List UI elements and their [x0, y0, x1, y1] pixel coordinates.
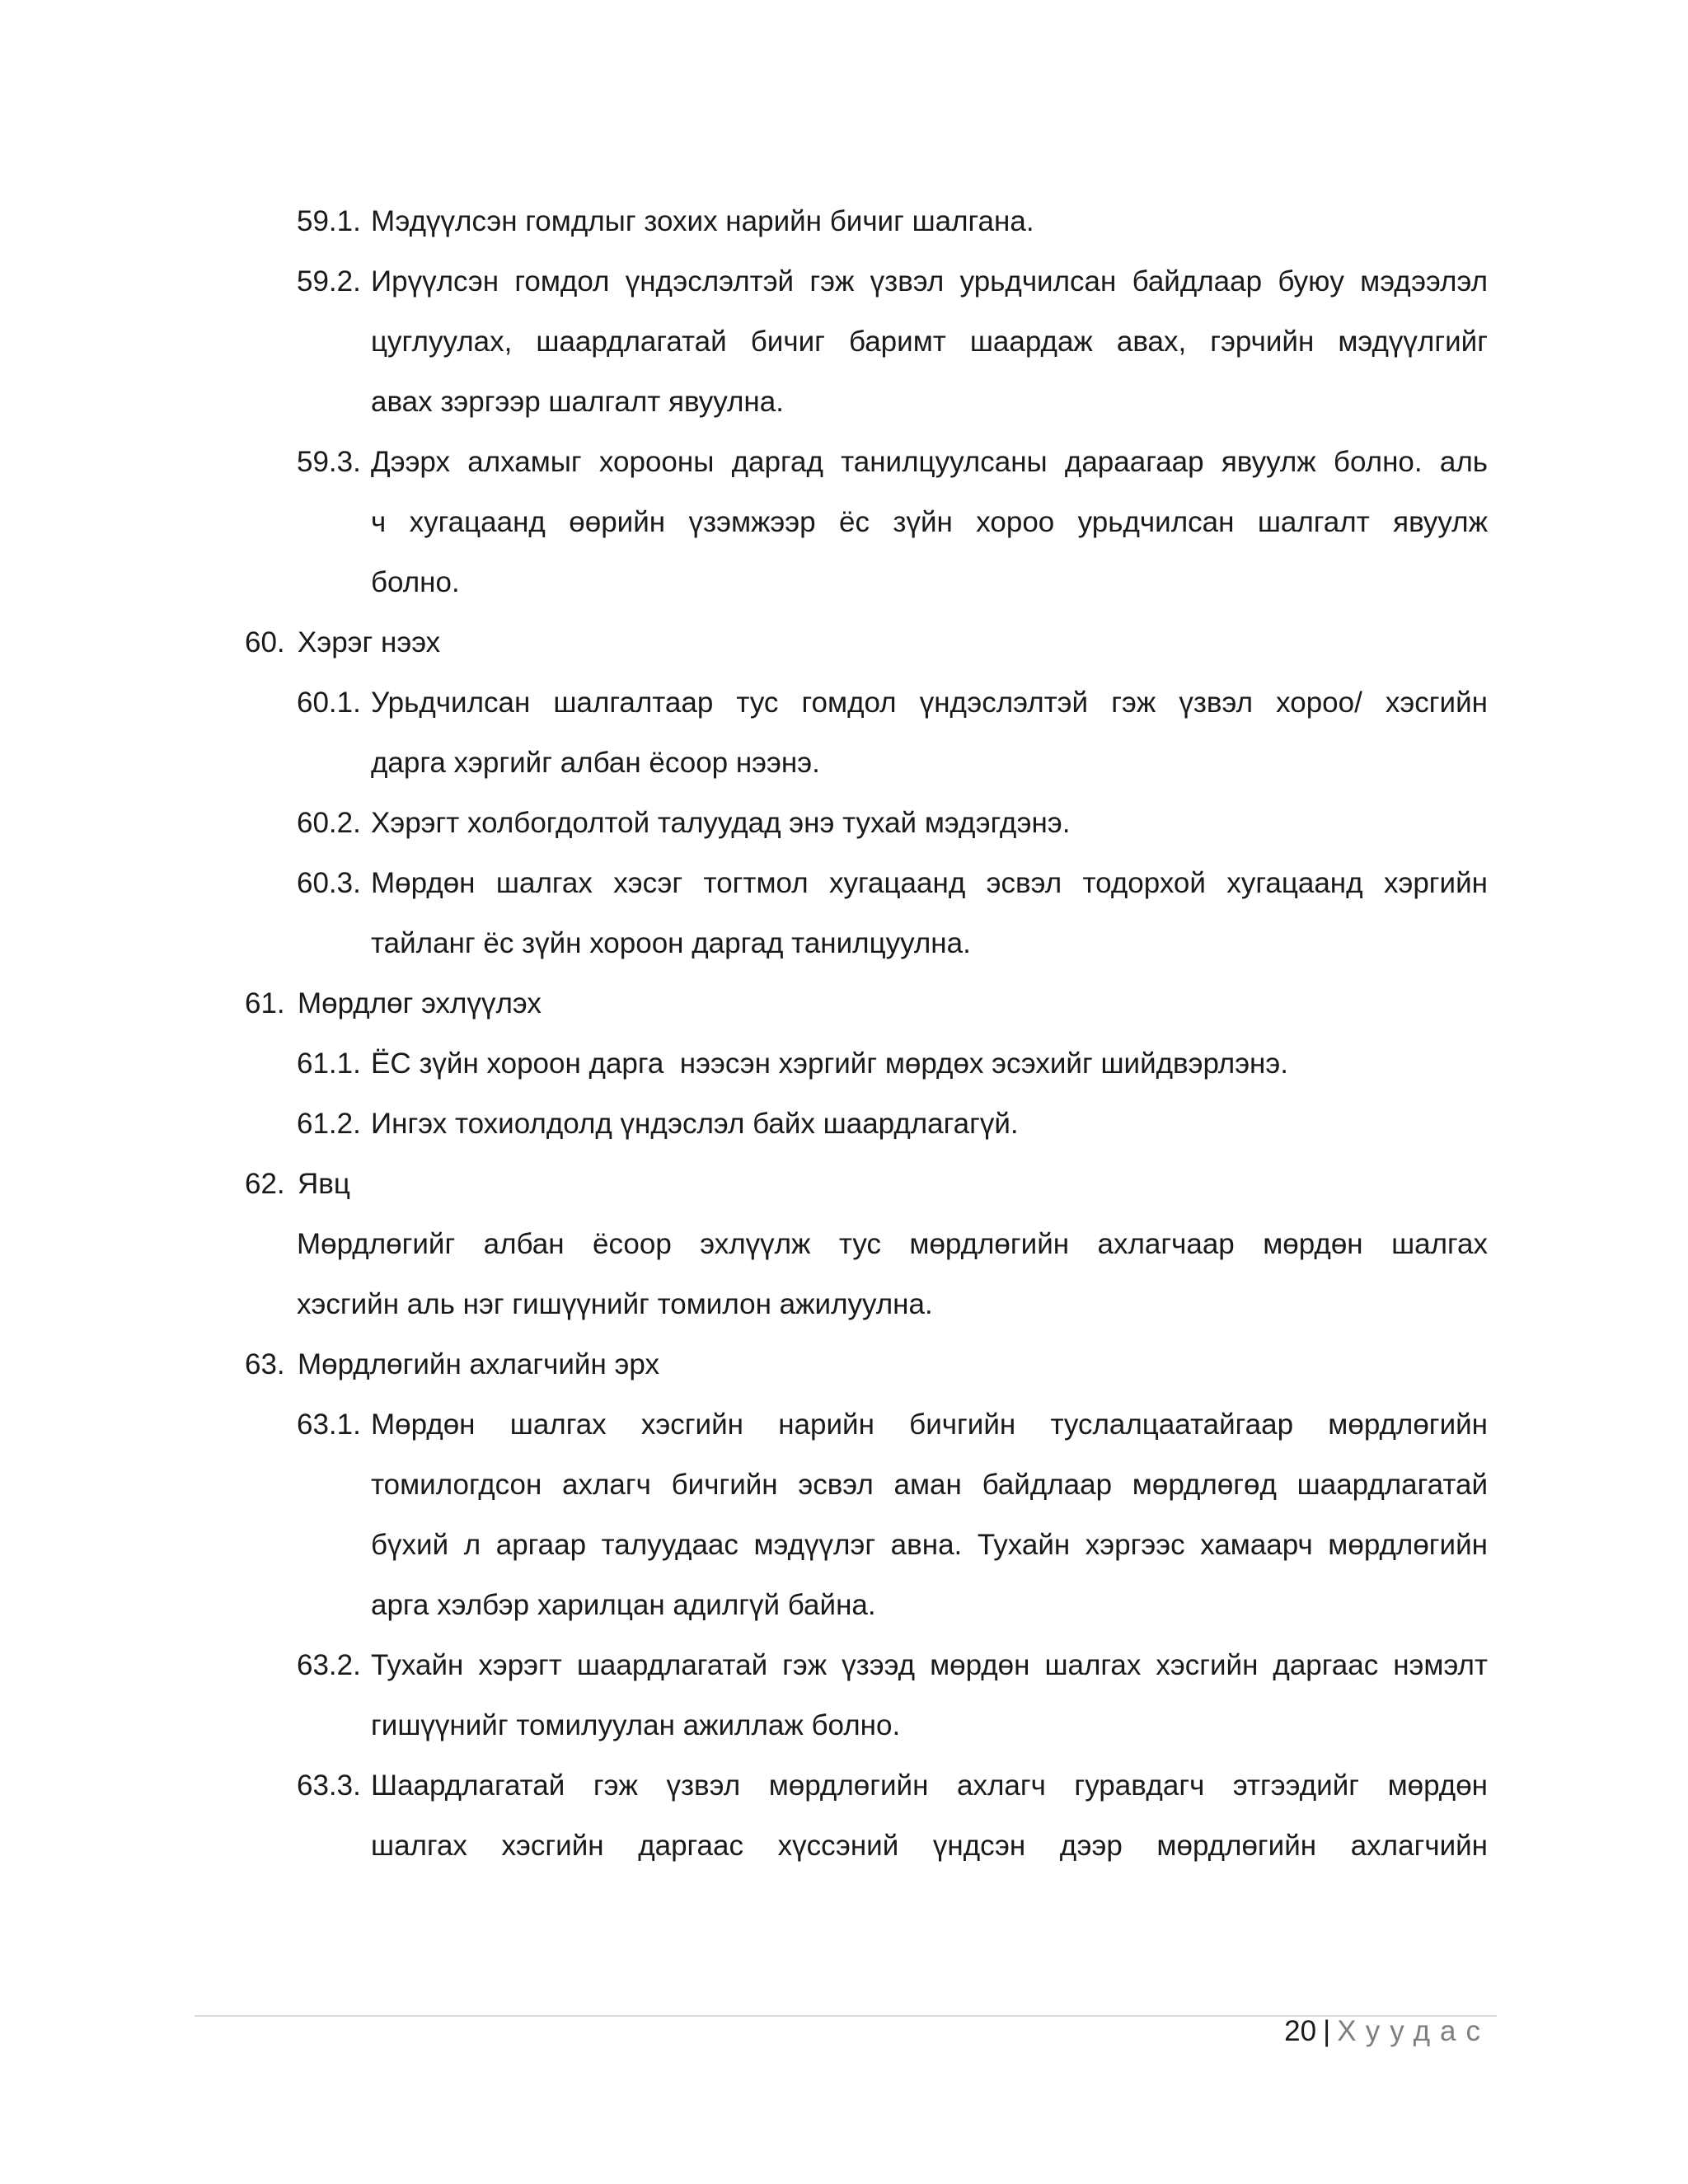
- paragraph-text: хэсгийн аль нэг гишүүнийг томилон ажилуулна.: [297, 1288, 933, 1320]
- clause-63-2: [245, 1635, 1488, 1695]
- clause-number: 61.1.: [297, 1047, 361, 1080]
- section-heading-62: [245, 1154, 1488, 1214]
- page-number: 20: [1284, 2015, 1317, 2047]
- clause-text: гишүүнийг томилуулан ажиллаж болно.: [371, 1709, 901, 1741]
- clause-60-3-cont: [245, 913, 1488, 973]
- clause-text: томилогдсон ахлагч бичгийн эсвэл аман байдлаар мөрдлөгөд шаардлагатай: [371, 1469, 1488, 1501]
- clause-63-1-cont: [245, 1575, 1488, 1635]
- clause-59-3-cont: [245, 552, 1488, 612]
- clause-text: Мөрдөн шалгах хэсэг тогтмол хугацаанд эсвэл тодорхой хугацаанд хэргийн: [371, 867, 1488, 899]
- clause-60-1-cont: [245, 733, 1488, 793]
- clause-number: 63.1.: [297, 1408, 361, 1441]
- clause-61-1: [245, 1033, 1488, 1094]
- clause-60-1: [245, 673, 1488, 733]
- clause-63-1-cont: [245, 1455, 1488, 1515]
- clause-text: дарга хэргийг албан ёсоор нээнэ.: [371, 747, 820, 779]
- paragraph-62-cont: [245, 1274, 1488, 1334]
- clause-number: 59.1.: [297, 205, 361, 237]
- section-heading-60: [245, 612, 1488, 673]
- section-heading-61: [245, 973, 1488, 1033]
- clause-text: Урьдчилсан шалгалтаар тус гомдол үндэслэлтэй гэж үзвэл хороо/ хэсгийн: [371, 687, 1488, 719]
- footer-separator: |: [1323, 2015, 1331, 2047]
- clause-text: болно.: [371, 566, 460, 598]
- clause-text: Ирүүлсэн гомдол үндэслэлтэй гэж үзвэл урьдчилсан байдлаар буюу мэдээлэл: [371, 265, 1488, 298]
- section-title: Мөрдлөг эхлүүлэх: [298, 987, 542, 1019]
- clause-text: Ингэх тохиолдолд үндэслэл байх шаардлагагүй.: [371, 1108, 1019, 1140]
- clause-text: Тухайн хэрэгт шаардлагатай гэж үзээд мөрдөн шалгах хэсгийн даргаас нэмэлт: [371, 1649, 1488, 1681]
- clause-59-3-cont: [245, 492, 1488, 552]
- clause-text: арга хэлбэр харилцан адилгүй байна.: [371, 1589, 876, 1621]
- clause-59-2-cont: [245, 312, 1488, 372]
- clause-63-1: [245, 1394, 1488, 1455]
- clause-59-3: [245, 432, 1488, 492]
- paragraph-text: Мөрдлөгийг албан ёсоор эхлүүлж тус мөрдлөгийн ахлагчаар мөрдөн шалгах: [297, 1228, 1488, 1260]
- section-number: 61.: [245, 987, 285, 1019]
- page-label: Хуудас: [1337, 2015, 1490, 2047]
- clause-number: 59.2.: [297, 265, 361, 298]
- clause-text: цуглуулах, шаардлагатай бичиг баримт шаардаж авах, гэрчийн мэдүүлгийг: [371, 326, 1488, 358]
- clause-59-1: [245, 191, 1488, 251]
- clause-59-2: [245, 251, 1488, 312]
- clause-63-2-cont: [245, 1695, 1488, 1755]
- clause-63-3-cont: [245, 1816, 1488, 1876]
- page-footer: [1284, 2011, 1490, 2052]
- section-heading-63: [245, 1334, 1488, 1394]
- clause-number: 60.3.: [297, 867, 361, 899]
- clause-61-2: [245, 1094, 1488, 1154]
- clause-text: бүхий л аргаар талуудаас мэдүүлэг авна. Тухайн хэргээс хамаарч мөрдлөгийн: [371, 1529, 1488, 1561]
- document-body: [245, 191, 1488, 1876]
- section-title: Явц: [298, 1168, 350, 1200]
- clause-text: тайланг ёс зүйн хороон даргад танилцуулна.: [371, 927, 971, 959]
- clause-number: 59.3.: [297, 446, 361, 478]
- clause-text: Мэдүүлсэн гомдлыг зохих нарийн бичиг шалгана.: [371, 205, 1034, 237]
- clause-number: 60.2.: [297, 807, 361, 839]
- clause-number: 61.2.: [297, 1108, 361, 1140]
- clause-63-1-cont: [245, 1515, 1488, 1575]
- clause-60-3: [245, 853, 1488, 913]
- section-title: Мөрдлөгийн ахлагчийн эрх: [298, 1348, 659, 1380]
- section-number: 60.: [245, 626, 285, 658]
- section-title: Хэрэг нээх: [298, 626, 441, 658]
- clause-text: ч хугацаанд өөрийн үзэмжээр ёс зүйн хороо урьдчилсан шалгалт явуулж: [371, 506, 1488, 538]
- clause-60-2: [245, 793, 1488, 853]
- clause-63-3: [245, 1755, 1488, 1816]
- clause-number: 60.1.: [297, 687, 361, 719]
- section-number: 63.: [245, 1348, 285, 1380]
- clause-text: ЁС зүйн хороон дарга нээсэн хэргийг мөрдөх эсэхийг шийдвэрлэнэ.: [371, 1047, 1288, 1080]
- clause-number: 63.3.: [297, 1769, 361, 1802]
- clause-text: Мөрдөн шалгах хэсгийн нарийн бичгийн туслалцаатайгаар мөрдлөгийн: [371, 1408, 1488, 1441]
- clause-number: 63.2.: [297, 1649, 361, 1681]
- paragraph-62: [245, 1214, 1488, 1274]
- clause-text: Дээрх алхамыг хорооны даргад танилцуулсаны дараагаар явуулж болно. аль: [371, 446, 1488, 478]
- clause-text: шалгах хэсгийн даргаас хүссэний үндсэн дээр мөрдлөгийн ахлагчийн: [371, 1830, 1488, 1862]
- clause-text: Шаардлагатай гэж үзвэл мөрдлөгийн ахлагч гуравдагч этгээдийг мөрдөн: [371, 1769, 1488, 1802]
- clause-text: Хэрэгт холбогдолтой талуудад энэ тухай мэдэгдэнэ.: [371, 807, 1071, 839]
- section-number: 62.: [245, 1168, 285, 1200]
- clause-59-2-cont: [245, 372, 1488, 432]
- clause-text: авах зэргээр шалгалт явуулна.: [371, 386, 784, 418]
